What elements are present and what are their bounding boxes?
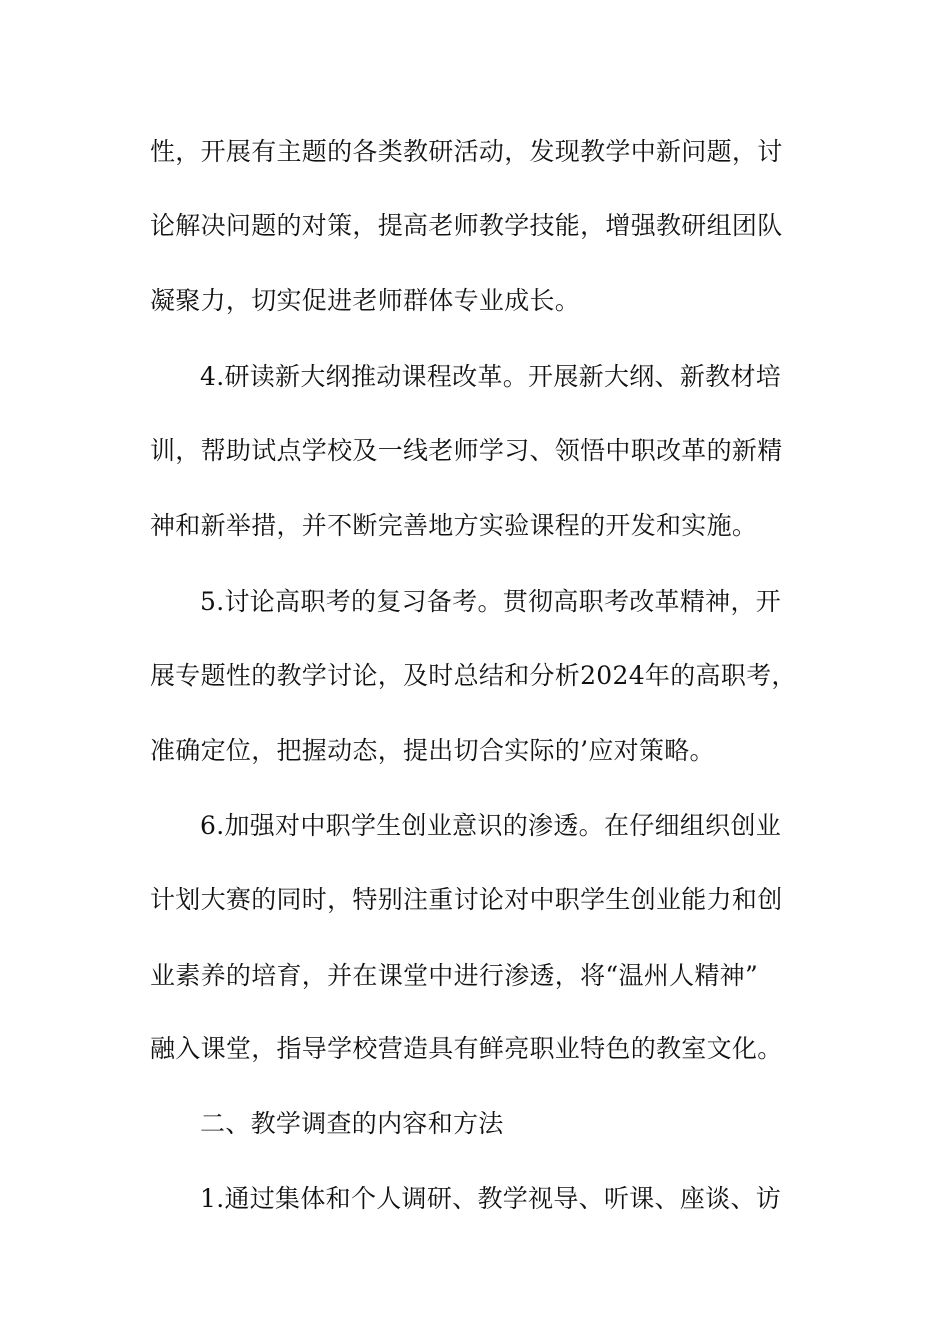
item-4-first-line: 4.研读新大纲推动课程改革。开展新大纲、新教材培 — [200, 362, 782, 391]
item-4-line: 训，帮助试点学校及一线老师学习、领悟中职改革的新精 — [150, 436, 783, 465]
paragraph-continuation-line: 论解决问题的对策，提高老师教学技能，增强教研组团队 — [150, 211, 783, 240]
paragraph-continuation-line: 性，开展有主题的各类教研活动，发现教学中新问题，讨 — [150, 137, 783, 166]
item-6-first-line: 6.加强对中职学生创业意识的渗透。在仔细组织创业 — [200, 811, 782, 840]
item-6-line: 业素养的培育，并在课堂中进行渗透，将“温州人精神” — [150, 961, 759, 990]
item-1-first-line: 1.通过集体和个人调研、教学视导、听课、座谈、访 — [200, 1184, 782, 1213]
item-4-line: 神和新举措，并不断完善地方实验课程的开发和实施。 — [150, 511, 758, 540]
item-5-first-line: 5.讨论高职考的复习备考。贯彻高职考改革精神，开 — [200, 587, 782, 616]
section-heading: 二、教学调查的内容和方法 — [200, 1109, 504, 1138]
item-5-line: 准确定位，把握动态，提出切合实际的’应对策略。 — [150, 736, 715, 765]
paragraph-continuation-line: 凝聚力，切实促进老师群体专业成长。 — [150, 286, 581, 315]
item-5-line: 展专题性的教学讨论，及时总结和分析2024年的高职考， — [150, 661, 797, 690]
item-6-line: 融入课堂，指导学校营造具有鲜亮职业特色的教室文化。 — [150, 1034, 783, 1063]
item-6-line: 计划大赛的同时，特别注重讨论对中职学生创业能力和创 — [150, 885, 783, 914]
